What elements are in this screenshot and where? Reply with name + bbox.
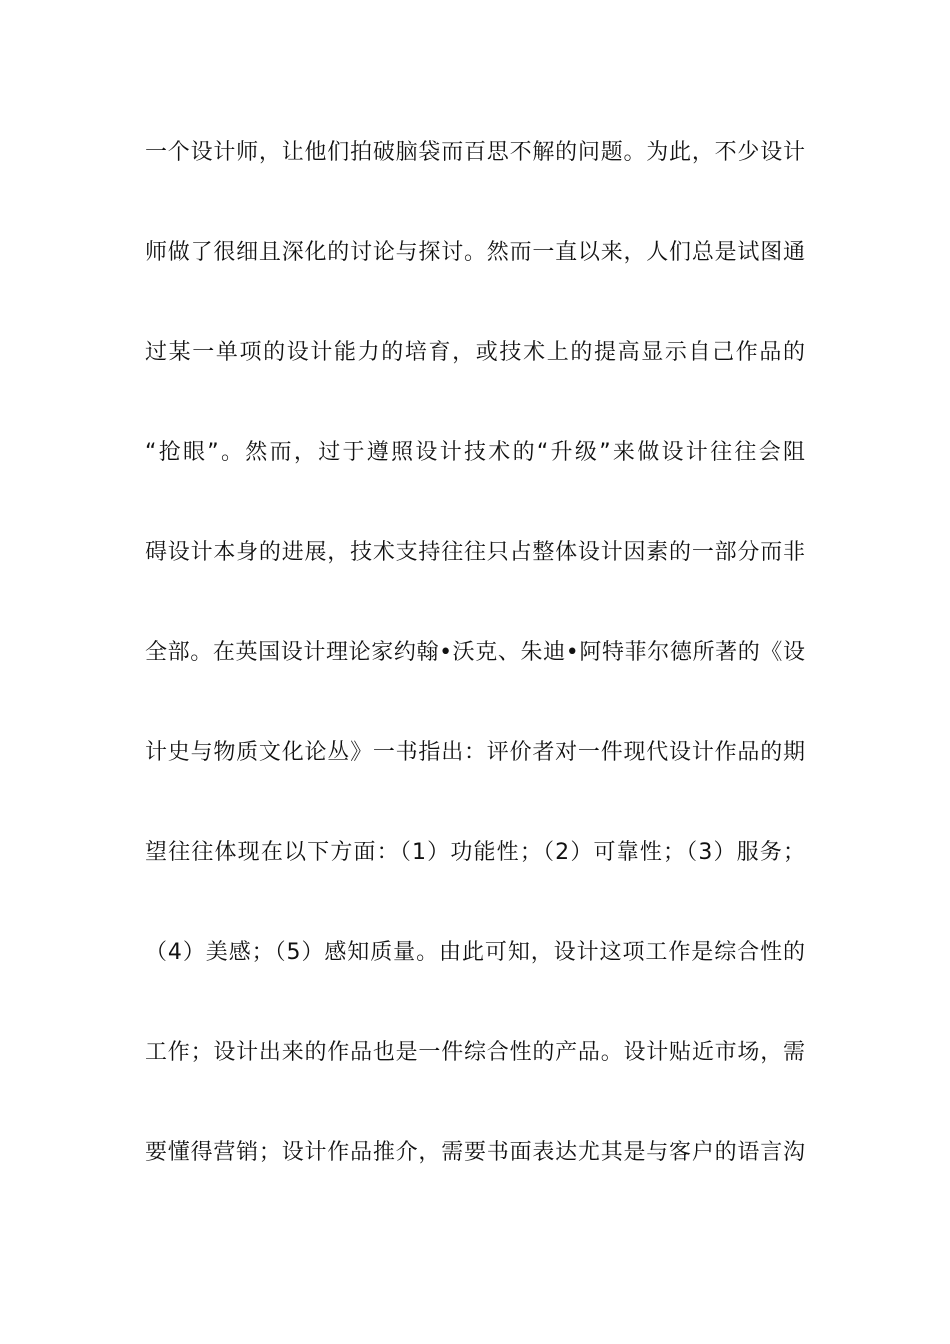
text-line: 望往往体现在以下方面：（1）功能性；（2）可靠性；（3）服务； <box>145 840 805 865</box>
text-line: 一个设计师，让他们拍破脑袋而百思不解的问题。为此，不少设计 <box>145 140 805 165</box>
text-line: （4）美感；（5）感知质量。由此可知，设计这项工作是综合性的 <box>145 940 805 965</box>
text-line: 要懂得营销；设计作品推介，需要书面表达尤其是与客户的语言沟 <box>145 1140 805 1165</box>
text-line: 计史与物质文化论丛》一书指出：评价者对一件现代设计作品的期 <box>145 740 805 765</box>
text-line: 过某一单项的设计能力的培育，或技术上的提高显示自己作品的 <box>145 340 805 365</box>
text-line: 全部。在英国设计理论家约翰•沃克、朱迪•阿特菲尔德所著的《设 <box>145 640 805 665</box>
text-line: 师做了很细且深化的讨论与探讨。然而一直以来，人们总是试图通 <box>145 240 805 265</box>
text-line: 工作；设计出来的作品也是一件综合性的产品。设计贴近市场，需 <box>145 1040 805 1065</box>
text-line: 碍设计本身的进展，技术支持往往只占整体设计因素的一部分而非 <box>145 540 805 565</box>
text-line: “抢眼”。然而，过于遵照设计技术的“升级”来做设计往往会阻 <box>145 440 805 465</box>
body-text <box>145 128 805 1228</box>
